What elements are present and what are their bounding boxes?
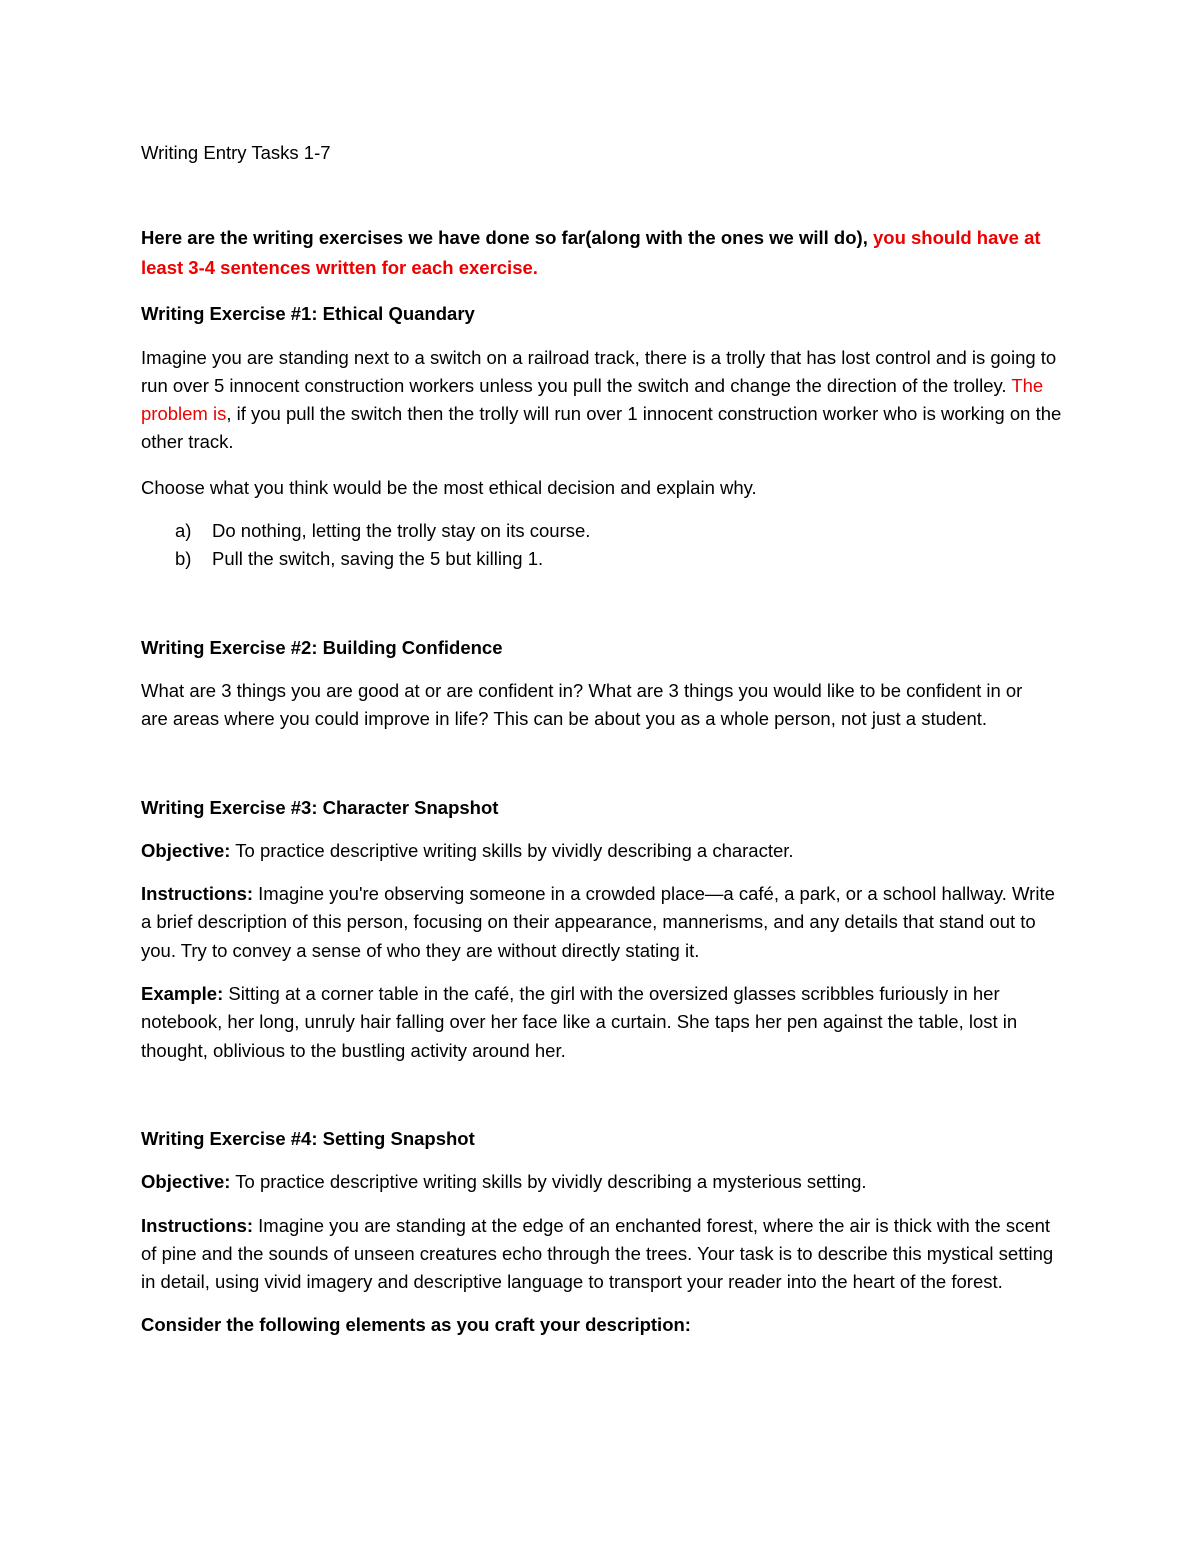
list-item: [141, 517, 1066, 545]
intro-highlight: you should have at least 3-4 sentences written for each exercise.: [141, 227, 1041, 279]
exercise-4-consider: Consider the following elements as you craft your description:: [141, 1314, 691, 1336]
exercise-1-heading: Writing Exercise #1: Ethical Quandary: [141, 303, 475, 325]
instructions-text: Imagine you're observing someone in a crowded place—a café, a park, or a school hallway. Write a brief description of this person, focusing on their appearance, mannerisms, and any details that stand out to you. Try to convey a sense of who they are without directly stating it.: [141, 883, 1055, 961]
objective-label: Objective:: [141, 1171, 231, 1193]
exercise-2-heading: Writing Exercise #2: Building Confidence: [141, 636, 503, 658]
document-title: Writing Entry Tasks 1-7: [141, 142, 331, 163]
exercise-1-prompt: Choose what you think would be the most ethical decision and explain why.: [141, 476, 757, 498]
exercise-4-heading: Writing Exercise #4: Setting Snapshot: [141, 1127, 475, 1149]
exercise-2-body: What are 3 things you are good at or are confident in? What are 3 things you would like to be confident in or are areas where you could improve in life? This can be about you as a whole person, not just a student.: [141, 679, 1023, 730]
exercise-3-heading: Writing Exercise #3: Character Snapshot: [141, 796, 499, 818]
objective-text: To practice descriptive writing skills by vividly describing a mysterious setting.: [230, 1171, 867, 1193]
instructions-text: Imagine you are standing at the edge of an enchanted forest, where the air is thick with the scent of pine and the sounds of unseen creatures echo through the trees. Your task is to describe this mystical setting in detail, using vivid imagery and descriptive language to transport your reader into the heart of the forest.: [141, 1214, 1054, 1293]
exercise-1-scenario-text: Imagine you are standing next to a switch on a railroad track, there is a trolly that has lost control and is going to run over 5 innocent construction workers unless you pull the switch and change the direction of the trolley.: [141, 346, 1057, 396]
exercise-3-example: [141, 980, 1066, 1065]
exercise-4-objective: [141, 1168, 1066, 1196]
list-item-text: Pull the switch, saving the 5 but killing 1.: [212, 548, 544, 570]
intro-text: Here are the writing exercises we have done so far(along with the ones we will do),: [141, 227, 873, 249]
list-item-text: Do nothing, letting the trolly stay on its course.: [212, 520, 591, 542]
exercise-3-objective: [141, 837, 1066, 865]
list-item: [141, 545, 1066, 573]
list-marker: b): [175, 548, 192, 570]
exercise-1-scenario-text-end: , if you pull the switch then the trolly will run over 1 innocent construction worker who is working on the other track.: [141, 403, 1062, 453]
exercise-1-problem-highlight: The problem is: [141, 374, 1044, 425]
instructions-label: Instructions:: [141, 1214, 254, 1236]
exercise-1-scenario: [141, 344, 1066, 457]
instructions-label: Instructions:: [141, 883, 254, 905]
intro-paragraph: [141, 223, 1061, 283]
exercise-4-instructions: [141, 1212, 1066, 1297]
list-marker: a): [175, 520, 192, 542]
example-label: Example:: [141, 983, 224, 1005]
document-content: [141, 139, 1066, 1340]
objective-label: Objective:: [141, 839, 231, 861]
example-text: Sitting at a corner table in the café, the girl with the oversized glasses scribbles furiously in her notebook, her long, unruly hair falling over her face like a curtain. She taps her pen against the table, lost in thought, oblivious to the bustling activity around her.: [141, 983, 1018, 1061]
objective-text: To practice descriptive writing skills by vividly describing a character.: [230, 839, 794, 861]
exercise-3-instructions: [141, 880, 1066, 965]
exercise-1-options: [141, 517, 1066, 574]
